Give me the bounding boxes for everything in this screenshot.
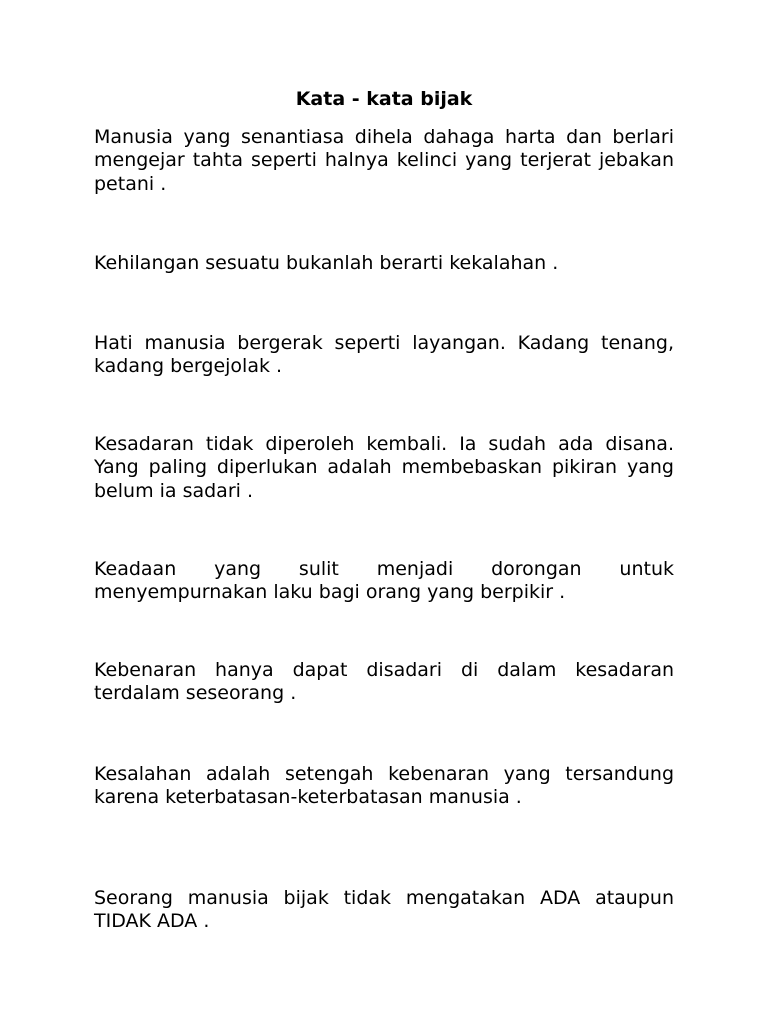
quote-paragraph: Kesalahan adalah setengah kebenaran yang tersandung karena keterbatasan-keterbatasan manusia . — [94, 763, 674, 809]
quote-paragraph: Kebenaran hanya dapat disadari di dalam kesadaran terdalam seseorang . — [94, 659, 674, 705]
quote-paragraph: Kesadaran tidak diperoleh kembali. Ia sudah ada disana. Yang paling diperlukan adalah membebaskan pikiran yang belum ia sadari . — [94, 433, 674, 502]
quote-paragraph: Hati manusia bergerak seperti layangan. Kadang tenang, kadang bergejolak . — [94, 332, 674, 378]
quote-paragraph: Seorang manusia bijak tidak mengatakan ADA ataupun TIDAK ADA . — [94, 887, 674, 933]
quote-paragraph: Manusia yang senantiasa dihela dahaga harta dan berlari mengejar tahta seperti halnya kelinci yang terjerat jebakan petani . — [94, 126, 674, 195]
quote-paragraph: Kehilangan sesuatu bukanlah berarti kekalahan . — [94, 252, 559, 274]
document-title: Kata - kata bijak — [295, 88, 473, 110]
quote-paragraph: Keadaan yang sulit menjadi dorongan untuk menyempurnakan laku bagi orang yang berpikir . — [94, 558, 674, 604]
